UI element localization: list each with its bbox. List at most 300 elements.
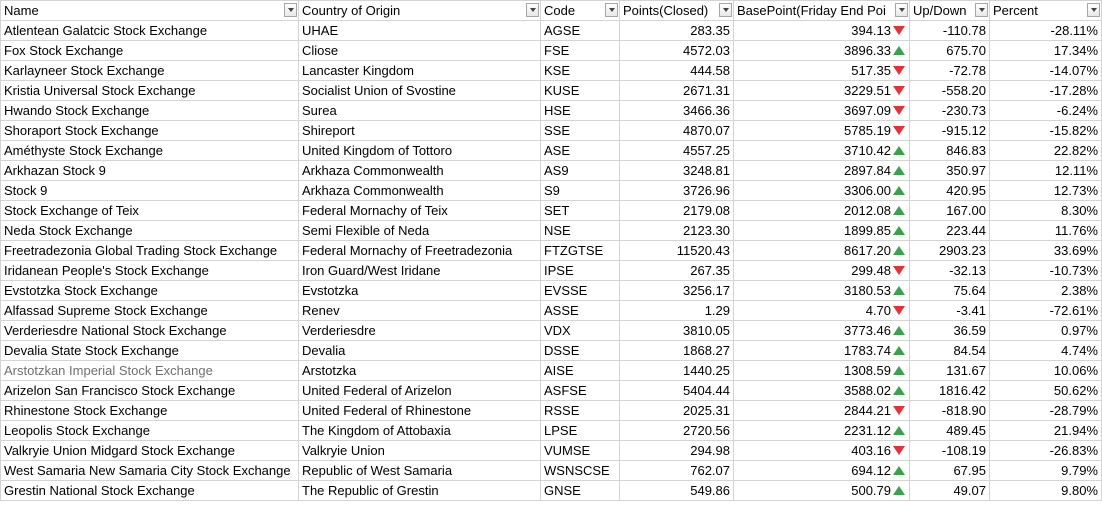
triangle-up-icon [893, 466, 905, 475]
cell-code[interactable] [541, 461, 620, 481]
cell-points-closed[interactable] [620, 421, 734, 441]
cell-points-closed-value: 3810.05 [683, 323, 730, 338]
cell-basepoint[interactable] [734, 81, 910, 101]
cell-country[interactable] [299, 361, 541, 381]
cell-code[interactable] [541, 161, 620, 181]
cell-points-closed[interactable] [620, 241, 734, 261]
cell-percent[interactable] [990, 321, 1102, 341]
cell-code[interactable] [541, 361, 620, 381]
cell-name-value: Grestin National Stock Exchange [4, 483, 195, 498]
table-row [1, 41, 1102, 61]
cell-percent[interactable] [990, 341, 1102, 361]
cell-basepoint[interactable] [734, 421, 910, 441]
cell-updown[interactable] [910, 301, 990, 321]
cell-points-closed-value: 1868.27 [683, 343, 730, 358]
cell-points-closed[interactable] [620, 121, 734, 141]
cell-updown[interactable] [910, 421, 990, 441]
cell-name-value: Stock Exchange of Teix [4, 203, 139, 218]
cell-basepoint[interactable] [734, 121, 910, 141]
table-row [1, 101, 1102, 121]
cell-percent[interactable] [990, 441, 1102, 461]
cell-name[interactable] [1, 321, 299, 341]
cell-name-value: Arstotzkan Imperial Stock Exchange [4, 363, 213, 378]
header-label: BasePoint(Friday End Poi [737, 3, 886, 18]
filter-dropdown-icon[interactable] [1087, 3, 1100, 17]
cell-points-closed-value: 294.98 [690, 443, 730, 458]
cell-country[interactable] [299, 161, 541, 181]
cell-basepoint-value: 3306.00 [844, 183, 891, 198]
cell-country[interactable] [299, 81, 541, 101]
cell-name-value: Kristia Universal Stock Exchange [4, 83, 196, 98]
table-row [1, 221, 1102, 241]
cell-updown[interactable] [910, 361, 990, 381]
cell-points-closed[interactable] [620, 161, 734, 181]
cell-updown[interactable] [910, 261, 990, 281]
cell-percent[interactable] [990, 281, 1102, 301]
cell-updown-value: 67.95 [953, 463, 986, 478]
cell-code[interactable] [541, 221, 620, 241]
cell-points-closed-value: 3466.36 [683, 103, 730, 118]
cell-updown[interactable] [910, 161, 990, 181]
cell-code[interactable] [541, 21, 620, 41]
cell-code-value: DSSE [544, 343, 580, 358]
cell-updown[interactable] [910, 321, 990, 341]
cell-country-value: Iron Guard/West Iridane [302, 263, 441, 278]
cell-updown-value: 1816.42 [939, 383, 986, 398]
triangle-up-icon [893, 326, 905, 335]
cell-points-closed-value: 2671.31 [683, 83, 730, 98]
cell-basepoint-value: 3773.46 [844, 323, 891, 338]
cell-country-value: Devalia [302, 343, 346, 358]
cell-code-value: FSE [544, 43, 570, 58]
cell-name-value: Atlentean Galatcic Stock Exchange [4, 23, 208, 38]
cell-updown[interactable] [910, 461, 990, 481]
cell-country[interactable] [299, 201, 541, 221]
cell-basepoint[interactable] [734, 481, 910, 501]
cell-percent[interactable] [990, 261, 1102, 281]
cell-percent[interactable] [990, 201, 1102, 221]
cell-basepoint[interactable] [734, 201, 910, 221]
cell-percent-value: 10.06% [1053, 363, 1098, 378]
cell-name[interactable] [1, 401, 299, 421]
cell-country[interactable] [299, 401, 541, 421]
cell-basepoint[interactable] [734, 221, 910, 241]
cell-country-value: United Federal of Arizelon [302, 383, 452, 398]
cell-percent[interactable] [990, 421, 1102, 441]
cell-code[interactable] [541, 121, 620, 141]
cell-country-value: Cliose [302, 43, 339, 58]
table-row [1, 361, 1102, 381]
cell-updown[interactable] [910, 81, 990, 101]
cell-basepoint[interactable] [734, 401, 910, 421]
triangle-up-icon [893, 426, 905, 435]
cell-percent[interactable] [990, 461, 1102, 481]
cell-percent[interactable] [990, 81, 1102, 101]
cell-country[interactable] [299, 301, 541, 321]
cell-code[interactable] [541, 281, 620, 301]
cell-percent[interactable] [990, 141, 1102, 161]
cell-basepoint[interactable] [734, 41, 910, 61]
cell-percent[interactable] [990, 401, 1102, 421]
cell-points-closed[interactable] [620, 461, 734, 481]
header-name[interactable] [1, 1, 299, 21]
cell-country[interactable] [299, 341, 541, 361]
cell-points-closed[interactable] [620, 301, 734, 321]
cell-country-value: Renev [302, 303, 340, 318]
cell-percent-value: 22.82% [1053, 143, 1098, 158]
cell-basepoint-value: 1308.59 [844, 363, 891, 378]
cell-name[interactable] [1, 381, 299, 401]
cell-country[interactable] [299, 481, 541, 501]
cell-name[interactable] [1, 161, 299, 181]
cell-basepoint[interactable] [734, 341, 910, 361]
cell-country-value: Verderiesdre [302, 323, 376, 338]
cell-code-value: AISE [544, 363, 574, 378]
cell-percent[interactable] [990, 181, 1102, 201]
cell-updown-value: 420.95 [946, 183, 986, 198]
cell-basepoint[interactable] [734, 101, 910, 121]
cell-code-value: FTZGTSE [544, 243, 604, 258]
cell-percent[interactable] [990, 41, 1102, 61]
cell-updown[interactable] [910, 401, 990, 421]
cell-updown[interactable] [910, 481, 990, 501]
cell-updown[interactable] [910, 41, 990, 61]
cell-basepoint-value: 403.16 [851, 443, 891, 458]
cell-name[interactable] [1, 421, 299, 441]
cell-code-value: ASSE [544, 303, 579, 318]
cell-name[interactable] [1, 101, 299, 121]
cell-code[interactable] [541, 241, 620, 261]
cell-percent-value: 2.38% [1061, 283, 1098, 298]
cell-points-closed[interactable] [620, 21, 734, 41]
cell-code[interactable] [541, 61, 620, 81]
cell-updown-value: -818.90 [941, 403, 986, 418]
cell-name[interactable] [1, 201, 299, 221]
cell-name[interactable] [1, 301, 299, 321]
cell-code[interactable] [541, 441, 620, 461]
cell-updown[interactable] [910, 441, 990, 461]
cell-country[interactable] [299, 221, 541, 241]
cell-name-value: Karlayneer Stock Exchange [4, 63, 165, 78]
cell-name-value: Shoraport Stock Exchange [4, 123, 159, 138]
cell-country[interactable] [299, 461, 541, 481]
cell-code[interactable] [541, 41, 620, 61]
cell-updown[interactable] [910, 121, 990, 141]
cell-code-value: VUMSE [544, 443, 591, 458]
cell-points-closed[interactable] [620, 41, 734, 61]
cell-points-closed-value: 549.86 [690, 483, 730, 498]
cell-points-closed[interactable] [620, 281, 734, 301]
cell-basepoint[interactable] [734, 161, 910, 181]
table-row [1, 321, 1102, 341]
cell-points-closed[interactable] [620, 201, 734, 221]
cell-basepoint[interactable] [734, 281, 910, 301]
triangle-down-icon [893, 406, 905, 415]
cell-name[interactable] [1, 61, 299, 81]
cell-code-value: RSSE [544, 403, 580, 418]
cell-code[interactable] [541, 401, 620, 421]
cell-country[interactable] [299, 21, 541, 41]
cell-country[interactable] [299, 261, 541, 281]
cell-country-value: Shireport [302, 123, 355, 138]
cell-points-closed[interactable] [620, 381, 734, 401]
cell-basepoint[interactable] [734, 61, 910, 81]
cell-name[interactable] [1, 281, 299, 301]
cell-points-closed[interactable] [620, 81, 734, 101]
cell-points-closed[interactable] [620, 401, 734, 421]
cell-code[interactable] [541, 381, 620, 401]
cell-updown[interactable] [910, 181, 990, 201]
cell-code-value: GNSE [544, 483, 581, 498]
triangle-down-icon [893, 26, 905, 35]
cell-basepoint[interactable] [734, 361, 910, 381]
triangle-up-icon [893, 346, 905, 355]
filter-dropdown-icon[interactable] [284, 3, 297, 17]
cell-code-value: HSE [544, 103, 571, 118]
cell-points-closed[interactable] [620, 361, 734, 381]
cell-percent[interactable] [990, 161, 1102, 181]
cell-code-value: IPSE [544, 263, 574, 278]
cell-country-value: Arkhaza Commonwealth [302, 163, 444, 178]
cell-code-value: NSE [544, 223, 571, 238]
cell-name-value: Arizelon San Francisco Stock Exchange [4, 383, 236, 398]
cell-code-value: EVSSE [544, 283, 588, 298]
cell-percent[interactable] [990, 381, 1102, 401]
triangle-down-icon [893, 266, 905, 275]
cell-basepoint[interactable] [734, 321, 910, 341]
header-basepoint[interactable] [734, 1, 910, 21]
cell-basepoint-value: 500.79 [851, 483, 891, 498]
cell-points-closed-value: 2123.30 [683, 223, 730, 238]
cell-country[interactable] [299, 281, 541, 301]
cell-basepoint[interactable] [734, 261, 910, 281]
cell-basepoint[interactable] [734, 241, 910, 261]
cell-updown[interactable] [910, 141, 990, 161]
cell-code[interactable] [541, 81, 620, 101]
cell-name-value: Verderiesdre National Stock Exchange [4, 323, 227, 338]
cell-name[interactable] [1, 121, 299, 141]
cell-percent-value: -6.24% [1056, 103, 1098, 118]
cell-basepoint-value: 5785.19 [844, 123, 891, 138]
cell-points-closed[interactable] [620, 181, 734, 201]
filter-dropdown-icon[interactable] [895, 3, 908, 17]
cell-percent[interactable] [990, 241, 1102, 261]
cell-updown-value: -110.78 [942, 23, 986, 38]
cell-country[interactable] [299, 181, 541, 201]
cell-percent[interactable] [990, 481, 1102, 501]
cell-name[interactable] [1, 221, 299, 241]
cell-name-value: Iridanean People's Stock Exchange [4, 263, 209, 278]
cell-country[interactable] [299, 241, 541, 261]
cell-basepoint-value: 394.13 [851, 23, 891, 38]
cell-name[interactable] [1, 41, 299, 61]
cell-percent[interactable] [990, 221, 1102, 241]
header-code[interactable] [541, 1, 620, 21]
cell-country[interactable] [299, 321, 541, 341]
cell-code[interactable] [541, 141, 620, 161]
cell-percent[interactable] [990, 61, 1102, 81]
cell-updown-value: 84.54 [953, 343, 986, 358]
cell-code[interactable] [541, 101, 620, 121]
cell-updown-value: -230.73 [941, 103, 986, 118]
cell-points-closed-value: 1.29 [704, 303, 730, 318]
cell-name-value: Devalia State Stock Exchange [4, 343, 179, 358]
cell-updown[interactable] [910, 241, 990, 261]
cell-basepoint-value: 2012.08 [844, 203, 891, 218]
cell-points-closed-value: 4572.03 [683, 43, 730, 58]
cell-points-closed[interactable] [620, 101, 734, 121]
filter-dropdown-icon[interactable] [975, 3, 988, 17]
cell-name[interactable] [1, 181, 299, 201]
header-label: Percent [993, 3, 1038, 18]
cell-name[interactable] [1, 141, 299, 161]
cell-code-value: AGSE [544, 23, 581, 38]
cell-name[interactable] [1, 441, 299, 461]
cell-updown[interactable] [910, 201, 990, 221]
cell-points-closed[interactable] [620, 221, 734, 241]
triangle-up-icon [893, 486, 905, 495]
cell-code[interactable] [541, 261, 620, 281]
cell-code-value: LPSE [544, 423, 578, 438]
cell-points-closed-value: 5404.44 [683, 383, 730, 398]
cell-name[interactable] [1, 481, 299, 501]
cell-name[interactable] [1, 361, 299, 381]
cell-updown[interactable] [910, 101, 990, 121]
cell-code[interactable] [541, 321, 620, 341]
cell-percent-value: -28.11% [1050, 23, 1098, 38]
cell-updown[interactable] [910, 61, 990, 81]
cell-updown-value: 675.70 [946, 43, 986, 58]
cell-percent[interactable] [990, 21, 1102, 41]
triangle-up-icon [893, 366, 905, 375]
cell-percent-value: 9.80% [1061, 483, 1098, 498]
cell-name[interactable] [1, 241, 299, 261]
cell-points-closed[interactable] [620, 441, 734, 461]
header-percent[interactable] [990, 1, 1102, 21]
cell-code[interactable] [541, 341, 620, 361]
header-points-closed[interactable] [620, 1, 734, 21]
header-label: Code [544, 3, 576, 18]
cell-basepoint[interactable] [734, 461, 910, 481]
cell-name[interactable] [1, 341, 299, 361]
cell-updown[interactable] [910, 21, 990, 41]
cell-country[interactable] [299, 381, 541, 401]
cell-country[interactable] [299, 41, 541, 61]
cell-points-closed[interactable] [620, 481, 734, 501]
cell-points-closed[interactable] [620, 321, 734, 341]
cell-updown-value: -558.20 [941, 83, 986, 98]
cell-code[interactable] [541, 421, 620, 441]
cell-country[interactable] [299, 441, 541, 461]
cell-percent-value: -26.83% [1049, 443, 1098, 458]
triangle-up-icon [893, 186, 905, 195]
cell-points-closed[interactable] [620, 61, 734, 81]
cell-code[interactable] [541, 301, 620, 321]
cell-name[interactable] [1, 21, 299, 41]
cell-points-closed[interactable] [620, 141, 734, 161]
cell-code-value: S9 [544, 183, 560, 198]
cell-points-closed-value: 267.35 [690, 263, 730, 278]
cell-name-value: Valkryie Union Midgard Stock Exchange [4, 443, 235, 458]
cell-updown[interactable] [910, 381, 990, 401]
cell-percent[interactable] [990, 121, 1102, 141]
cell-percent[interactable] [990, 361, 1102, 381]
cell-basepoint-value: 2231.12 [844, 423, 891, 438]
cell-basepoint[interactable] [734, 141, 910, 161]
cell-name-value: West Samaria New Samaria City Stock Exchange [4, 463, 291, 478]
cell-points-closed-value: 283.35 [690, 23, 730, 38]
cell-percent-value: 9.79% [1061, 463, 1098, 478]
cell-code[interactable] [541, 201, 620, 221]
cell-name[interactable] [1, 461, 299, 481]
cell-basepoint[interactable] [734, 441, 910, 461]
cell-basepoint[interactable] [734, 21, 910, 41]
filter-dropdown-icon[interactable] [526, 3, 539, 17]
cell-country[interactable] [299, 421, 541, 441]
triangle-up-icon [893, 166, 905, 175]
triangle-up-icon [893, 246, 905, 255]
cell-basepoint[interactable] [734, 301, 910, 321]
cell-basepoint-value: 1783.74 [844, 343, 891, 358]
header-label: Up/Down [913, 3, 967, 18]
cell-code[interactable] [541, 481, 620, 501]
triangle-down-icon [893, 66, 905, 75]
cell-basepoint[interactable] [734, 381, 910, 401]
cell-country-value: Arkhaza Commonwealth [302, 183, 444, 198]
cell-country[interactable] [299, 101, 541, 121]
cell-updown[interactable] [910, 221, 990, 241]
header-updown[interactable] [910, 1, 990, 21]
cell-code-value: SSE [544, 123, 571, 138]
filter-dropdown-icon[interactable] [719, 3, 732, 17]
cell-percent-value: -28.79% [1049, 403, 1098, 418]
cell-basepoint-value: 2897.84 [844, 163, 891, 178]
filter-dropdown-icon[interactable] [605, 3, 618, 17]
cell-points-closed-value: 444.58 [690, 63, 730, 78]
cell-country[interactable] [299, 121, 541, 141]
cell-points-closed[interactable] [620, 261, 734, 281]
cell-updown[interactable] [910, 341, 990, 361]
cell-basepoint-value: 3896.33 [844, 43, 891, 58]
cell-country[interactable] [299, 141, 541, 161]
cell-country-value: Republic of West Samaria [302, 463, 453, 478]
table-row [1, 281, 1102, 301]
cell-percent[interactable] [990, 101, 1102, 121]
cell-code[interactable] [541, 181, 620, 201]
triangle-up-icon [893, 286, 905, 295]
cell-name-value: Alfassad Supreme Stock Exchange [4, 303, 208, 318]
cell-basepoint[interactable] [734, 181, 910, 201]
cell-code-value: SET [544, 203, 570, 218]
cell-name[interactable] [1, 261, 299, 281]
cell-points-closed-value: 3248.81 [683, 163, 730, 178]
cell-country-value: Socialist Union of Svostine [302, 83, 456, 98]
cell-percent-value: 21.94% [1053, 423, 1098, 438]
cell-percent-value: -10.73% [1049, 263, 1098, 278]
cell-country-value: Semi Flexible of Neda [302, 223, 430, 238]
cell-basepoint-value: 3588.02 [844, 383, 891, 398]
cell-updown[interactable] [910, 281, 990, 301]
cell-points-closed[interactable] [620, 341, 734, 361]
cell-name-value: Neda Stock Exchange [4, 223, 133, 238]
header-country[interactable] [299, 1, 541, 21]
cell-points-closed-value: 3256.17 [683, 283, 730, 298]
cell-percent[interactable] [990, 301, 1102, 321]
table-row [1, 341, 1102, 361]
cell-name[interactable] [1, 81, 299, 101]
cell-basepoint-value: 299.48 [851, 263, 891, 278]
cell-country[interactable] [299, 61, 541, 81]
